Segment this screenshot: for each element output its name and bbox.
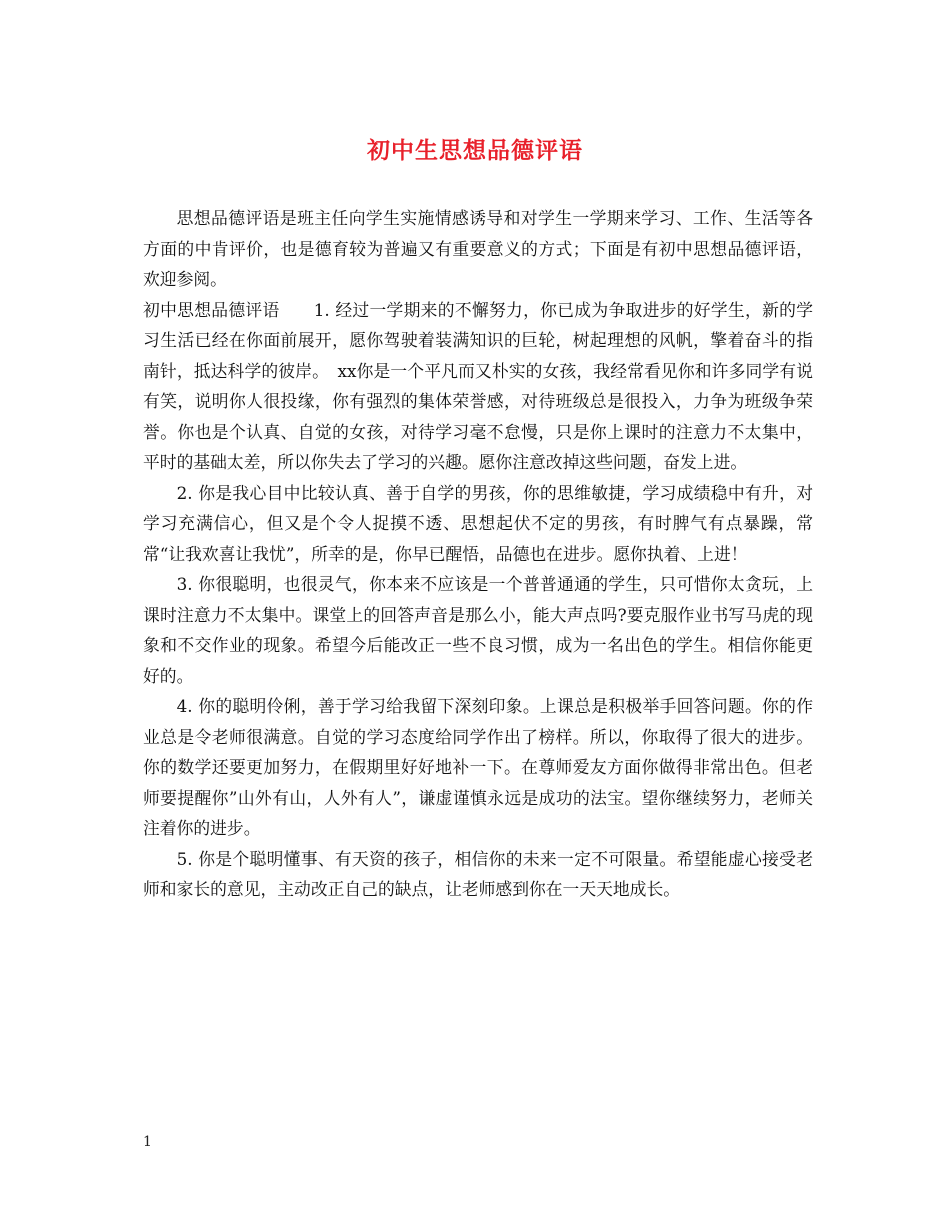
paragraph-comment-1: 初中思想品德评语 1. 经过一学期来的不懈努力，你已成为争取进步的好学生，新的学习生活已经在你面前展开，愿你驾驶着装满知识的巨轮，树起理想的风帆，擎着奋斗的指南针，抵达科学的彼岸。 xx你是一个平凡而又朴实的女孩，我经常看见你和许多同学有说有笑，说明你人很投缘，你有强烈的集体荣誉感，对待班级总是很投入，力争为班级争荣誉。你也是个认真、自觉的女孩，对待学习毫不怠慢，只是你上课时的注意力不太集中，平时的基础太差，所以你失去了学习的兴趣。愿你注意改掉这些问题，奋发上进。 (143, 299, 813, 472)
paragraph-comment-3: 3. 你很聪明，也很灵气，你本来不应该是一个普普通通的学生，只可惜你太贪玩，上课时注意力不太集中。课堂上的回答声音是那么小，能大声点吗?要克服作业书写马虎的现象和不交作业的现象。希望今后能改正一些不良习惯，成为一名出色的学生。相信你能更好的。 (143, 574, 813, 686)
document-body (143, 203, 813, 905)
paragraph-comment-5: 5. 你是个聪明懂事、有天资的孩子，相信你的未来一定不可限量。希望能虚心接受老师和家长的意见，主动改正自己的缺点，让老师感到你在一天天地成长。 (143, 848, 813, 899)
document-title: 初中生思想品德评语 (367, 137, 583, 164)
paragraph-comment-2: 2. 你是我心目中比较认真、善于自学的男孩，你的思维敏捷，学习成绩稳中有升，对学习充满信心，但又是个令人捉摸不透、思想起伏不定的男孩，有时脾气有点暴躁，常常“让我欢喜让我忧”，所幸的是，你早已醒悟，品德也在进步。愿你执着、上进！ (143, 482, 813, 564)
paragraph-comment-4: 4. 你的聪明伶俐，善于学习给我留下深刻印象。上课总是积极举手回答问题。你的作业总是令老师很满意。自觉的学习态度给同学作出了榜样。所以，你取得了很大的进步。你的数学还要更加努力，在假期里好好地补一下。在尊师爱友方面你做得非常出色。但老师要提醒你”山外有山，人外有人”，谦虚谨慎永远是成功的法宝。望你继续努力，老师关注着你的进步。 (143, 696, 813, 838)
paragraph-intro: 思想品德评语是班主任向学生实施情感诱导和对学生一学期来学习、工作、生活等各方面的中肯评价，也是德育较为普遍又有重要意义的方式；下面是有初中思想品德评语，欢迎参阅。 (143, 208, 813, 289)
page-number: 1 (143, 1134, 152, 1150)
